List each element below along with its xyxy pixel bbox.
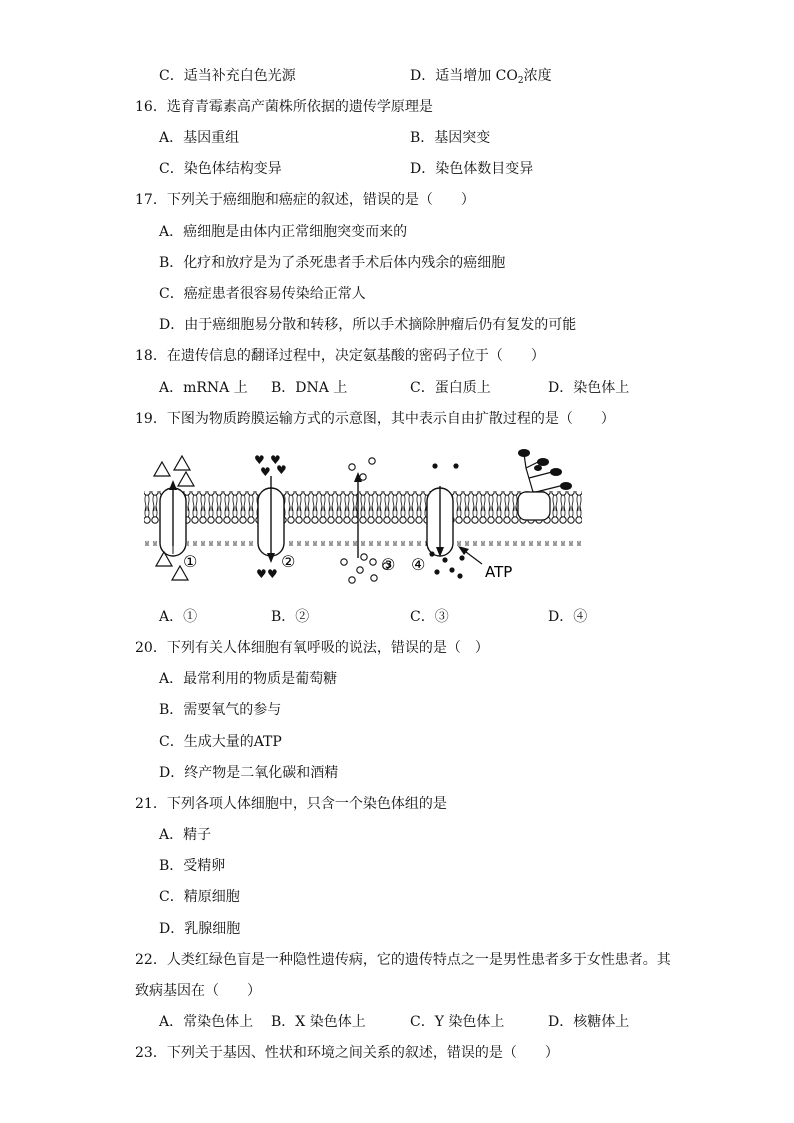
- q23-stem: 23．下列关于基因、性状和环境之间关系的叙述，错误的是（ ）: [135, 1045, 559, 1061]
- q20-option-b: B．需要氧气的参与: [159, 702, 282, 718]
- svg-text:♥: ♥: [256, 567, 267, 581]
- q21-option-d: D．乳腺细胞: [159, 921, 241, 937]
- q15-option-c: C．适当补充白色光源: [159, 68, 296, 84]
- q19-option-d: D．④: [548, 609, 588, 625]
- q16-stem: 16．选育青霉素高产菌株所依据的遗传学原理是: [135, 99, 433, 115]
- q17-option-d: D．由于癌细胞易分散和转移，所以手术摘除肿瘤后仍有复发的可能: [159, 317, 577, 333]
- q22-option-a: A．常染色体上: [159, 1014, 254, 1030]
- q22-stem-line2: 致病基因在（ ）: [135, 983, 261, 999]
- q17-option-c: C．癌症患者很容易传染给正常人: [159, 286, 366, 302]
- q18-option-b: B．DNA 上: [271, 380, 348, 396]
- q22-stem-line1: 22．人类红绿色盲是一种隐性遗传病，它的遗传特点之一是男性患者多于女性患者。其: [135, 952, 671, 968]
- q18-option-c: C．蛋白质上: [410, 380, 491, 396]
- q19-option-b: B．②: [271, 609, 310, 625]
- label-atp: ATP: [485, 563, 513, 581]
- q20-option-a: A．最常利用的物质是葡萄糖: [159, 671, 338, 687]
- q22-option-c: C．Y 染色体上: [410, 1014, 505, 1030]
- q16-option-c: C．染色体结构变异: [159, 161, 282, 177]
- q18-option-d: D．染色体上: [548, 380, 630, 396]
- q18-stem: 18．在遗传信息的翻译过程中，决定氨基酸的密码子位于（ ）: [135, 348, 545, 364]
- q21-option-a: A．精子: [159, 827, 212, 843]
- label-3: ③: [381, 555, 396, 574]
- q16-option-b: B．基因突变: [410, 130, 491, 146]
- q20-option-c: C．生成大量的ATP: [159, 734, 282, 750]
- q21-option-c: C．精原细胞: [159, 889, 240, 905]
- lipid-layer-lower: [144, 506, 582, 546]
- q22-option-d: D．核糖体上: [548, 1014, 630, 1030]
- q21-stem: 21．下列各项人体细胞中，只含一个染色体组的是: [135, 796, 447, 812]
- q18-option-a: A．mRNA 上: [159, 380, 248, 396]
- q20-option-d: D．终产物是二氧化碳和酒精: [159, 765, 339, 781]
- label-2: ②: [281, 552, 296, 571]
- q17-option-a: A．癌细胞是由体内正常细胞突变而来的: [159, 224, 408, 240]
- q15-option-d: D．适当增加 $CO_2$浓度: [410, 68, 552, 86]
- q16-option-d: D．染色体数目变异: [410, 161, 534, 177]
- q21-option-b: B．受精卵: [159, 858, 226, 874]
- atp-arrow: [458, 546, 482, 564]
- svg-text:♥: ♥: [276, 463, 287, 477]
- label-1: ①: [183, 552, 198, 571]
- svg-text:♥: ♥: [260, 465, 271, 479]
- q19-stem: 19．下图为物质跨膜运输方式的示意图，其中表示自由扩散过程的是（ ）: [135, 411, 615, 427]
- svg-text:♥: ♥: [254, 453, 265, 467]
- q17-stem: 17．下列关于癌细胞和癌症的叙述，错误的是（ ）: [135, 192, 475, 208]
- q19-option-c: C．③: [410, 609, 449, 625]
- q16-option-a: A．基因重组: [159, 130, 240, 146]
- membrane-transport-diagram: [140, 446, 590, 596]
- q19-option-a: A．①: [159, 609, 198, 625]
- svg-text:♥: ♥: [267, 567, 278, 581]
- q20-stem: 20．下列有关人体细胞有氧呼吸的说法，错误的是（ ）: [135, 640, 489, 656]
- label-4: ④: [411, 555, 426, 574]
- svg-text:♥: ♥: [270, 453, 281, 467]
- q17-option-b: B．化疗和放疗是为了杀死患者手术后体内残余的癌细胞: [159, 255, 506, 271]
- q22-option-b: B．X 染色体上: [271, 1014, 366, 1030]
